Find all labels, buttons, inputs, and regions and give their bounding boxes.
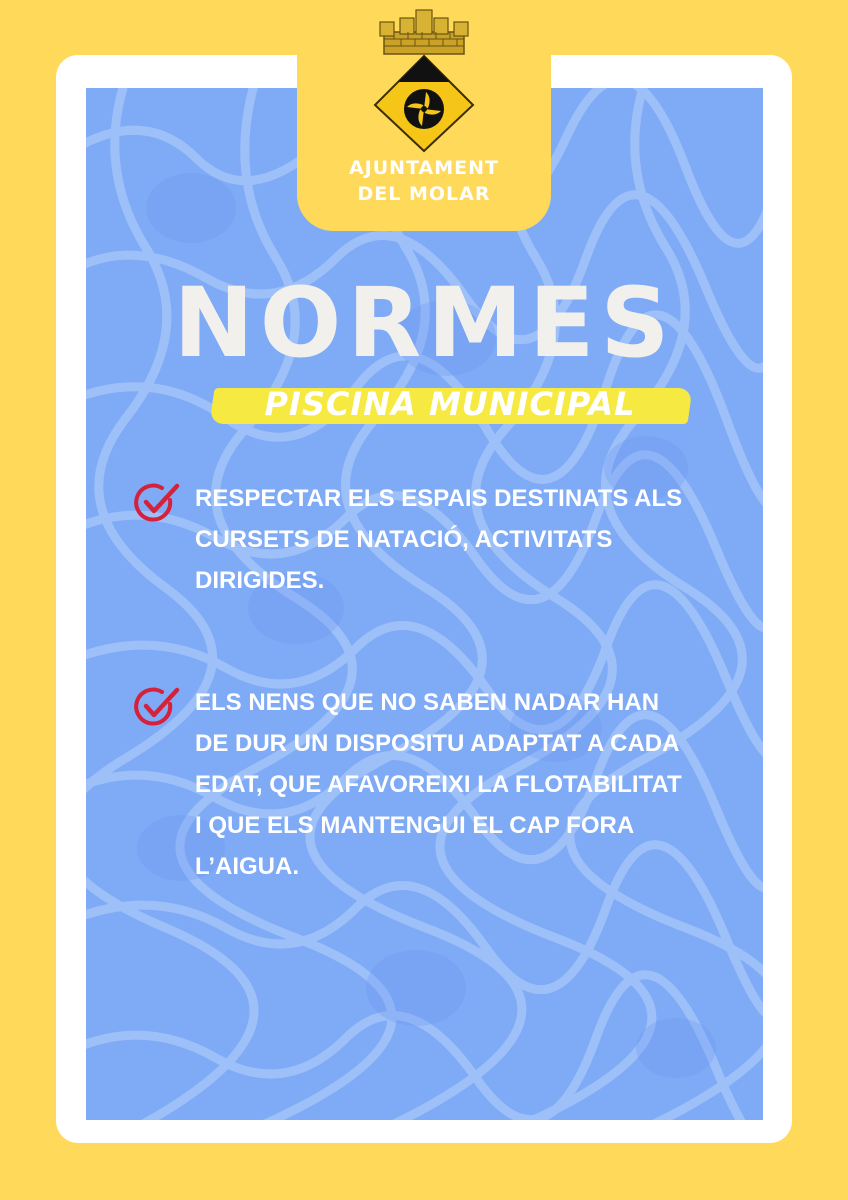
municipality-name: AJUNTAMENT DEL MOLAR [348,157,500,205]
crown-icon [380,10,468,54]
check-circle-icon [132,478,182,528]
page-title: NORMES [173,267,676,379]
check-circle-icon [132,682,182,732]
water-caustics-pattern [86,88,763,1120]
page-subtitle: PISCINA MUNICIPAL [264,385,636,423]
shield-icon [375,56,473,151]
municipal-crest-logo [370,8,478,153]
rule-text: ELS NENS QUE NO SABEN NADAR HAN DE DUR UN DISPOSITU ADAPTAT A CADA EDAT, QUE AFAVOREIXI LA FLOTABILITAT I QUE ELS MANTENGUI EL CAP FORA L’AIGUA. [195,689,682,880]
rule-text: RESPECTAR ELS ESPAIS DESTINATS ALS CURSETS DE NATACIÓ, ACTIVITATS DIRIGIDES. [195,485,683,594]
pool-water-background [86,88,763,1120]
